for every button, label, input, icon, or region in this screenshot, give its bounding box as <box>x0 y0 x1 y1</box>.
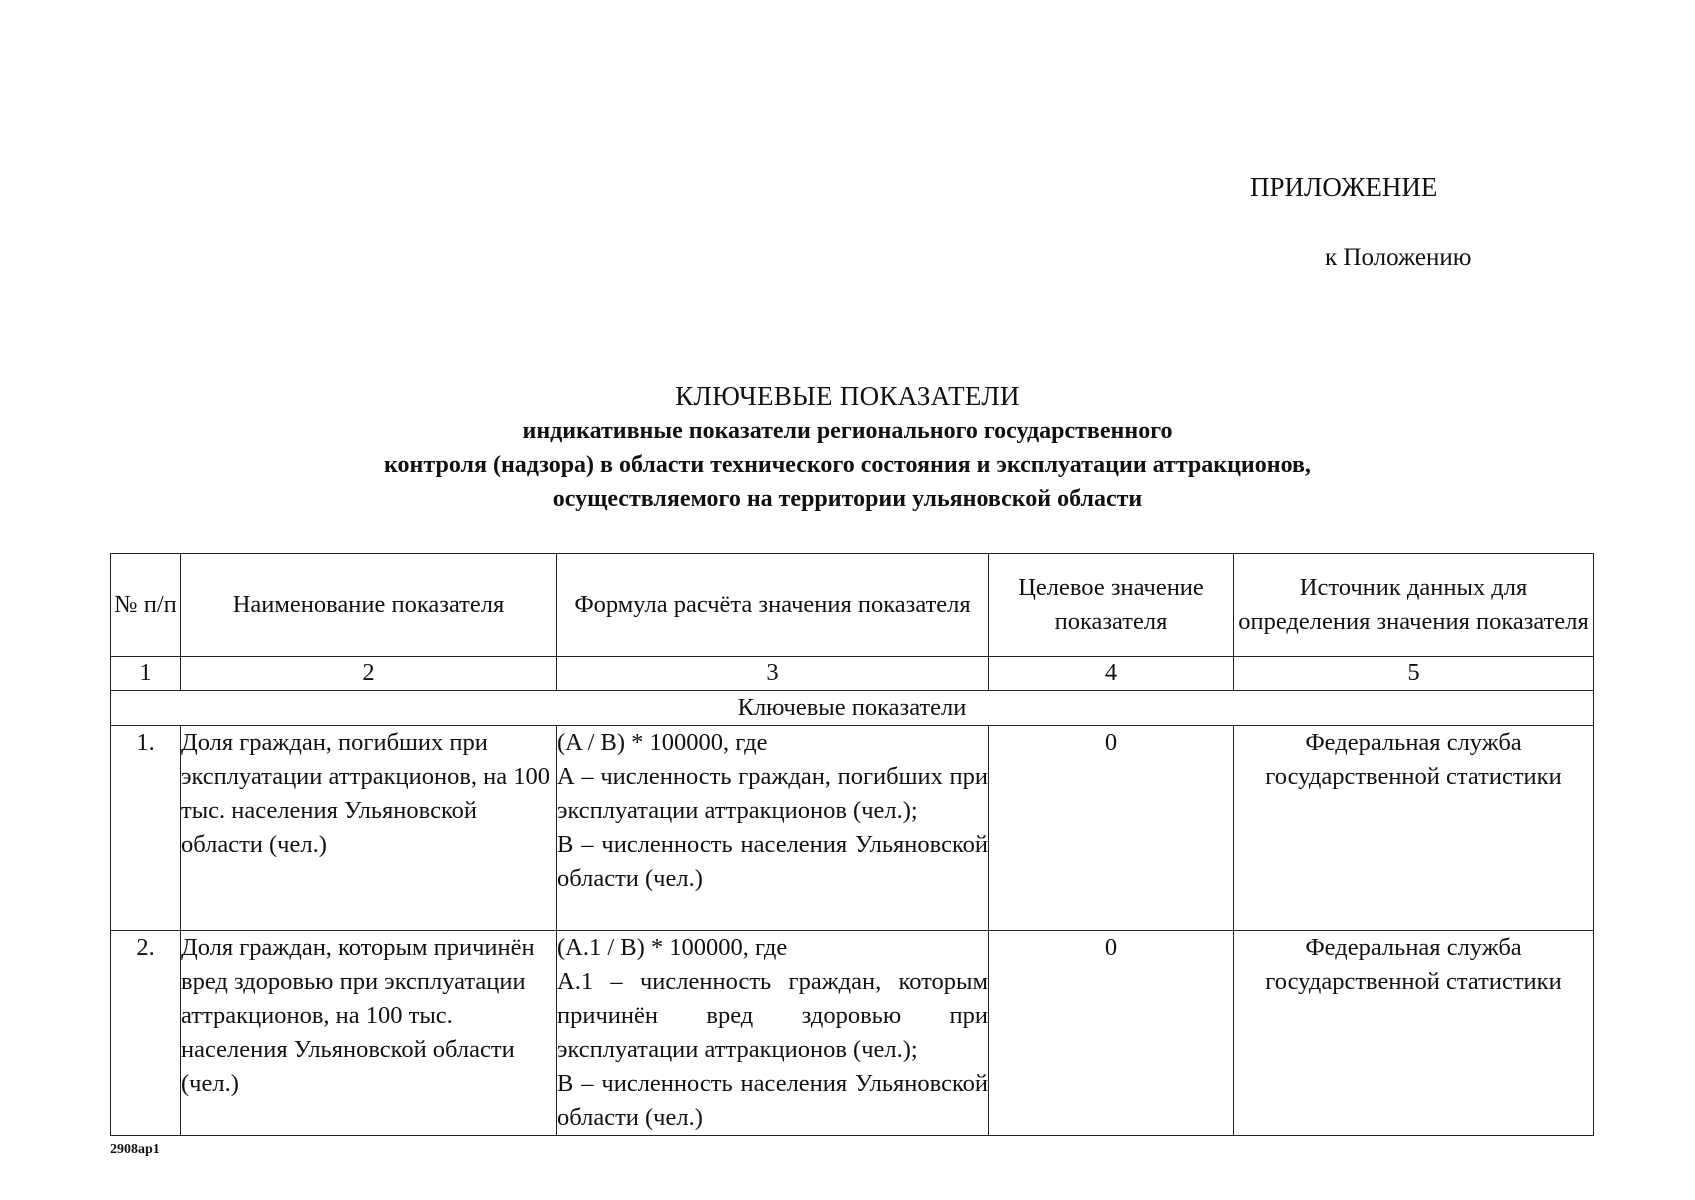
data-source: Федеральная служба государственной статистики <box>1234 931 1594 1136</box>
row-number: 2. <box>111 931 181 1136</box>
target-value: 0 <box>989 931 1234 1136</box>
document-code: 2908ap1 <box>110 1142 160 1157</box>
column-number: 2 <box>181 657 557 691</box>
column-number-row <box>111 657 1594 691</box>
formula-cell <box>557 931 989 1136</box>
document-subtitle-line-2: контроля (надзора) в области технического состояния и эксплуатации аттракционов, <box>384 452 1311 478</box>
table-row <box>111 931 1594 1136</box>
appendix-label: ПРИЛОЖЕНИЕ <box>1250 172 1438 202</box>
formula-variable-a: А.1 – численность граждан, которым причинён вред здоровью при эксплуатации аттракционов (чел.); <box>557 968 988 1063</box>
column-number: 5 <box>1234 657 1594 691</box>
indicator-name: Доля граждан, погибших при эксплуатации аттракционов, на 100 тыс. населения Ульяновской области (чел.) <box>181 726 557 931</box>
header-target-value: Целевое значение показателя <box>989 554 1234 657</box>
column-number: 4 <box>989 657 1234 691</box>
formula-variable-b: В – численность населения Ульяновской области (чел.) <box>557 831 988 892</box>
indicator-name: Доля граждан, которым причинён вред здоровью при эксплуатации аттракционов, на 100 тыс. населения Ульяновской области (чел.) <box>181 931 557 1136</box>
table-header-row <box>111 554 1594 657</box>
appendix-reference: к Положению <box>1325 244 1472 271</box>
formula-variable-b: В – численность населения Ульяновской области (чел.) <box>557 1070 988 1131</box>
formula-expression: (A / B) * 100000, где <box>557 729 768 756</box>
header-formula: Формула расчёта значения показателя <box>557 554 989 657</box>
document-subtitle-line-3: осуществляемого на территории ульяновской области <box>552 486 1143 512</box>
formula-variable-a: А – численность граждан, погибших при эксплуатации аттракционов (чел.); <box>557 763 988 824</box>
table-row <box>111 726 1594 931</box>
document-heading <box>200 378 1495 516</box>
indicators-table <box>110 553 1594 1136</box>
formula-cell <box>557 726 989 931</box>
section-title: Ключевые показатели <box>111 691 1594 726</box>
row-number: 1. <box>111 726 181 931</box>
document-title: КЛЮЧЕВЫЕ ПОКАЗАТЕЛИ <box>675 381 1020 411</box>
header-indicator-name: Наименование показателя <box>181 554 557 657</box>
column-number: 1 <box>111 657 181 691</box>
target-value: 0 <box>989 726 1234 931</box>
data-source: Федеральная служба государственной статистики <box>1234 726 1594 931</box>
header-number: № п/п <box>111 554 181 657</box>
document-subtitle-line-1: индикативные показатели регионального государственного <box>522 418 1173 444</box>
section-row <box>111 691 1594 726</box>
header-data-source: Источник данных для определения значения показателя <box>1234 554 1594 657</box>
formula-expression: (A.1 / B) * 100000, где <box>557 934 788 961</box>
column-number: 3 <box>557 657 989 691</box>
